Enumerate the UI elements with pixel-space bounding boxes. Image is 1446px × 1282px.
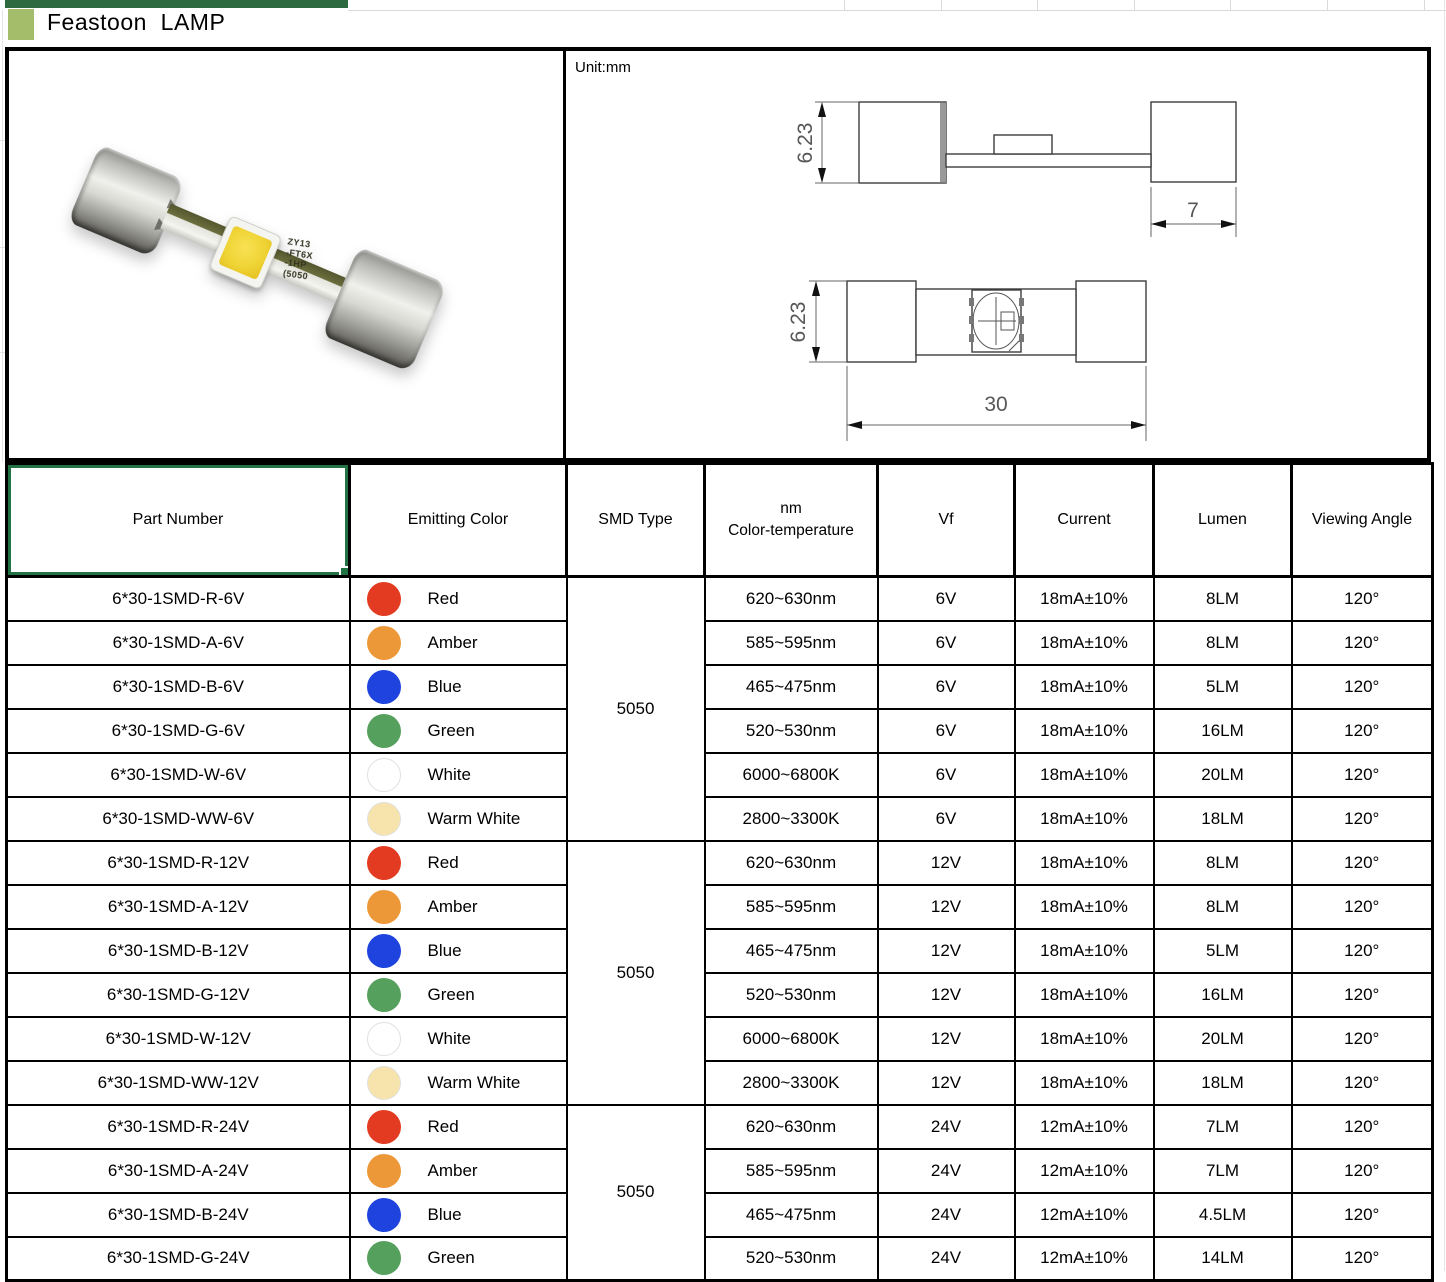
- vf-cell[interactable]: 24V: [878, 1149, 1015, 1193]
- part-number-cell[interactable]: 6*30-1SMD-B-12V: [7, 929, 350, 973]
- color-name-label: Warm White: [427, 1072, 521, 1092]
- current-cell[interactable]: 18mA±10%: [1015, 621, 1154, 665]
- header-emitting-color[interactable]: Emitting Color: [350, 464, 567, 577]
- vf-cell[interactable]: 12V: [878, 1017, 1015, 1061]
- nm-color-temperature-cell[interactable]: 2800~3300K: [705, 1061, 878, 1105]
- table-row: [7, 577, 1433, 621]
- current-cell[interactable]: 12mA±10%: [1015, 1149, 1154, 1193]
- lumen-cell[interactable]: 20LM: [1154, 1017, 1292, 1061]
- sheet-gridline: [348, 10, 1446, 11]
- table-row: [7, 709, 1433, 753]
- header-nm-color-temperature[interactable]: [705, 464, 878, 577]
- sheet-gridline: [1424, 0, 1425, 10]
- viewing-angle-cell[interactable]: 120°: [1292, 1061, 1433, 1105]
- dim-cap-height-top: 6.23: [794, 122, 817, 164]
- dim-cap-width: 7: [1187, 199, 1199, 222]
- part-number-cell[interactable]: 6*30-1SMD-WW-12V: [7, 1061, 350, 1105]
- vf-cell[interactable]: 6V: [878, 577, 1015, 621]
- lumen-cell[interactable]: 16LM: [1154, 709, 1292, 753]
- color-name-label: Blue: [427, 940, 462, 960]
- technical-drawing: [569, 51, 1427, 458]
- lumen-cell[interactable]: 16LM: [1154, 973, 1292, 1017]
- emitting-color-cell[interactable]: [350, 841, 567, 885]
- emitting-color-cell[interactable]: [350, 1061, 567, 1105]
- header-nm-line2: Color-temperature: [728, 522, 854, 539]
- viewing-angle-cell[interactable]: 120°: [1292, 621, 1433, 665]
- current-cell[interactable]: 18mA±10%: [1015, 797, 1154, 841]
- sheet-gridline: [941, 0, 942, 10]
- green-dot-icon: [367, 1241, 401, 1275]
- pcb-marking-text: [282, 236, 315, 281]
- pcb-marking-line: -1HP: [283, 257, 308, 271]
- color-name-label: Green: [427, 720, 475, 740]
- vf-cell[interactable]: 12V: [878, 841, 1015, 885]
- emitting-color-cell[interactable]: [350, 621, 567, 665]
- part-number-cell[interactable]: 6*30-1SMD-G-6V: [7, 709, 350, 753]
- table-row: [7, 753, 1433, 797]
- table-row: [7, 665, 1433, 709]
- color-name-label: Green: [427, 1248, 475, 1268]
- emitting-color-cell[interactable]: [350, 1105, 567, 1149]
- green-dot-icon: [367, 714, 401, 748]
- current-cell[interactable]: 18mA±10%: [1015, 665, 1154, 709]
- lumen-cell[interactable]: 8LM: [1154, 885, 1292, 929]
- table-row: [7, 841, 1433, 885]
- blue-dot-icon: [367, 934, 401, 968]
- part-number-cell[interactable]: 6*30-1SMD-B-6V: [7, 665, 350, 709]
- current-cell[interactable]: 18mA±10%: [1015, 929, 1154, 973]
- viewing-angle-cell[interactable]: 120°: [1292, 797, 1433, 841]
- part-number-cell[interactable]: 6*30-1SMD-B-24V: [7, 1193, 350, 1237]
- emitting-color-cell[interactable]: [350, 1193, 567, 1237]
- current-cell[interactable]: 18mA±10%: [1015, 1061, 1154, 1105]
- current-cell[interactable]: 18mA±10%: [1015, 885, 1154, 929]
- current-cell[interactable]: 18mA±10%: [1015, 841, 1154, 885]
- sheet-gridline: [1230, 0, 1231, 10]
- viewing-angle-cell[interactable]: 120°: [1292, 1017, 1433, 1061]
- color-name-label: Red: [427, 1116, 459, 1136]
- vf-cell[interactable]: 24V: [878, 1105, 1015, 1149]
- unit-label: Unit:mm: [575, 59, 631, 76]
- table-row: [7, 1017, 1433, 1061]
- lumen-cell[interactable]: 7LM: [1154, 1149, 1292, 1193]
- pcb-marking-line: (5050: [282, 267, 309, 281]
- color-name-label: Amber: [427, 1160, 478, 1180]
- sheet-top-green-bar: [5, 0, 348, 8]
- part-number-cell[interactable]: 6*30-1SMD-WW-6V: [7, 797, 350, 841]
- smd-type-cell[interactable]: 5050: [567, 1105, 705, 1281]
- emitting-color-cell[interactable]: [350, 753, 567, 797]
- title-cell-icon: [8, 9, 34, 40]
- smd-type-cell[interactable]: 5050: [567, 841, 705, 1105]
- nm-color-temperature-cell[interactable]: 465~475nm: [705, 1193, 878, 1237]
- table-row: [7, 885, 1433, 929]
- white-dot-icon: [367, 1022, 401, 1056]
- table-row: [7, 1237, 1433, 1281]
- header-smd-type[interactable]: SMD Type: [567, 464, 705, 577]
- bulb-right-cap: [321, 246, 447, 372]
- nm-color-temperature-cell[interactable]: 620~630nm: [705, 1105, 878, 1149]
- vf-cell[interactable]: 6V: [878, 665, 1015, 709]
- header-lumen[interactable]: Lumen: [1154, 464, 1292, 577]
- current-cell[interactable]: 12mA±10%: [1015, 1193, 1154, 1237]
- viewing-angle-cell[interactable]: 120°: [1292, 753, 1433, 797]
- nm-color-temperature-cell[interactable]: 620~630nm: [705, 577, 878, 621]
- color-name-label: White: [427, 764, 471, 784]
- lumen-cell[interactable]: 5LM: [1154, 929, 1292, 973]
- nm-color-temperature-cell[interactable]: 465~475nm: [705, 665, 878, 709]
- part-number-cell[interactable]: 6*30-1SMD-W-12V: [7, 1017, 350, 1061]
- vf-cell[interactable]: 6V: [878, 753, 1015, 797]
- header-row: [7, 464, 1433, 577]
- table-row: [7, 797, 1433, 841]
- table-row: [7, 1149, 1433, 1193]
- emitting-color-cell[interactable]: [350, 665, 567, 709]
- current-cell[interactable]: 12mA±10%: [1015, 1237, 1154, 1281]
- dim-cap-height-bottom: 6.23: [787, 301, 810, 343]
- header-panels: [5, 47, 1431, 462]
- emitting-color-cell[interactable]: [350, 1149, 567, 1193]
- table-row: [7, 929, 1433, 973]
- table-row: [7, 1061, 1433, 1105]
- pcb-marking-line: ZY13: [286, 236, 312, 250]
- header-part-number[interactable]: [7, 464, 350, 577]
- part-number-cell[interactable]: 6*30-1SMD-R-6V: [7, 577, 350, 621]
- part-number-cell[interactable]: 6*30-1SMD-W-6V: [7, 753, 350, 797]
- current-cell[interactable]: 18mA±10%: [1015, 1017, 1154, 1061]
- lumen-cell[interactable]: 8LM: [1154, 577, 1292, 621]
- warm-white-dot-icon: [367, 802, 401, 836]
- header-nm-line1: nm: [780, 500, 802, 517]
- red-dot-icon: [367, 846, 401, 880]
- nm-color-temperature-cell[interactable]: 520~530nm: [705, 1237, 878, 1281]
- vf-cell[interactable]: 6V: [878, 621, 1015, 665]
- part-number-cell[interactable]: 6*30-1SMD-R-24V: [7, 1105, 350, 1149]
- header-vf[interactable]: Vf: [878, 464, 1015, 577]
- emitting-color-cell[interactable]: [350, 973, 567, 1017]
- current-cell[interactable]: 18mA±10%: [1015, 577, 1154, 621]
- lumen-cell[interactable]: 20LM: [1154, 753, 1292, 797]
- red-dot-icon: [367, 1110, 401, 1144]
- table-row: [7, 1105, 1433, 1149]
- color-name-label: Amber: [427, 632, 478, 652]
- color-name-label: Blue: [427, 676, 462, 696]
- nm-color-temperature-cell[interactable]: 585~595nm: [705, 1149, 878, 1193]
- vf-cell[interactable]: 12V: [878, 885, 1015, 929]
- led-chip: [218, 225, 273, 280]
- product-photo-panel: [9, 51, 566, 458]
- dim-total-length: 30: [984, 393, 1008, 416]
- emitting-color-cell[interactable]: [350, 577, 567, 621]
- viewing-angle-cell[interactable]: 120°: [1292, 665, 1433, 709]
- pcb-marking-line: -FT6X: [285, 246, 314, 261]
- vf-cell[interactable]: 6V: [878, 709, 1015, 753]
- viewing-angle-cell[interactable]: 120°: [1292, 1193, 1433, 1237]
- header-part-number-label: Part Number: [132, 511, 224, 528]
- viewing-angle-cell[interactable]: 120°: [1292, 929, 1433, 973]
- lumen-cell[interactable]: 14LM: [1154, 1237, 1292, 1281]
- color-name-label: Red: [427, 852, 459, 872]
- lumen-cell[interactable]: 5LM: [1154, 665, 1292, 709]
- table-row: [7, 973, 1433, 1017]
- dimension-drawing-panel: [569, 51, 1427, 458]
- amber-dot-icon: [367, 626, 401, 660]
- viewing-angle-cell[interactable]: 120°: [1292, 577, 1433, 621]
- blue-dot-icon: [367, 670, 401, 704]
- color-name-label: Amber: [427, 896, 478, 916]
- warm-white-dot-icon: [367, 1066, 401, 1100]
- emitting-color-cell[interactable]: [350, 929, 567, 973]
- current-cell[interactable]: 18mA±10%: [1015, 973, 1154, 1017]
- red-dot-icon: [367, 582, 401, 616]
- header-current[interactable]: Current: [1015, 464, 1154, 577]
- part-number-cell[interactable]: 6*30-1SMD-A-6V: [7, 621, 350, 665]
- lumen-cell[interactable]: 18LM: [1154, 1061, 1292, 1105]
- emitting-color-cell[interactable]: [350, 885, 567, 929]
- color-name-label: Warm White: [427, 808, 521, 828]
- nm-color-temperature-cell[interactable]: 585~595nm: [705, 621, 878, 665]
- part-number-cell[interactable]: 6*30-1SMD-G-24V: [7, 1237, 350, 1281]
- amber-dot-icon: [367, 1154, 401, 1188]
- blue-dot-icon: [367, 1198, 401, 1232]
- spec-table: [5, 462, 1434, 1282]
- emitting-color-cell[interactable]: [350, 1017, 567, 1061]
- nm-color-temperature-cell[interactable]: 520~530nm: [705, 709, 878, 753]
- vf-cell[interactable]: 6V: [878, 797, 1015, 841]
- current-cell[interactable]: 18mA±10%: [1015, 709, 1154, 753]
- nm-color-temperature-cell[interactable]: 620~630nm: [705, 841, 878, 885]
- green-dot-icon: [367, 978, 401, 1012]
- color-name-label: Blue: [427, 1204, 462, 1224]
- table-row: [7, 1193, 1433, 1237]
- selection-fill-handle[interactable]: [339, 566, 350, 577]
- lumen-cell[interactable]: 8LM: [1154, 841, 1292, 885]
- emitting-color-cell[interactable]: [350, 797, 567, 841]
- bulb-left-cap: [67, 144, 185, 257]
- sheet-gridline: [2, 10, 3, 462]
- viewing-angle-cell[interactable]: 120°: [1292, 1149, 1433, 1193]
- current-cell[interactable]: 12mA±10%: [1015, 1105, 1154, 1149]
- amber-dot-icon: [367, 890, 401, 924]
- vf-cell[interactable]: 24V: [878, 1237, 1015, 1281]
- sheet-gridline: [844, 0, 845, 10]
- nm-color-temperature-cell[interactable]: 6000~6800K: [705, 753, 878, 797]
- smd-type-cell[interactable]: 5050: [567, 577, 705, 841]
- part-number-cell[interactable]: 6*30-1SMD-A-12V: [7, 885, 350, 929]
- viewing-angle-cell[interactable]: 120°: [1292, 841, 1433, 885]
- viewing-angle-cell[interactable]: 120°: [1292, 973, 1433, 1017]
- viewing-angle-cell[interactable]: 120°: [1292, 1237, 1433, 1281]
- emitting-color-cell[interactable]: [350, 1237, 567, 1281]
- nm-color-temperature-cell[interactable]: 6000~6800K: [705, 1017, 878, 1061]
- lumen-cell[interactable]: 18LM: [1154, 797, 1292, 841]
- nm-color-temperature-cell[interactable]: 2800~3300K: [705, 797, 878, 841]
- vf-cell[interactable]: 12V: [878, 929, 1015, 973]
- page-title: Feastoon LAMP: [47, 9, 226, 35]
- color-name-label: White: [427, 1028, 471, 1048]
- header-viewing-angle[interactable]: Viewing Angle: [1292, 464, 1433, 577]
- viewing-angle-cell[interactable]: 120°: [1292, 885, 1433, 929]
- part-number-cell[interactable]: 6*30-1SMD-R-12V: [7, 841, 350, 885]
- lumen-cell[interactable]: 7LM: [1154, 1105, 1292, 1149]
- emitting-color-cell[interactable]: [350, 709, 567, 753]
- nm-color-temperature-cell[interactable]: 585~595nm: [705, 885, 878, 929]
- part-number-cell[interactable]: 6*30-1SMD-G-12V: [7, 973, 350, 1017]
- sheet-gridline: [1037, 0, 1038, 10]
- sheet-gridline: [1327, 0, 1328, 10]
- table-row: [7, 621, 1433, 665]
- lumen-cell[interactable]: 8LM: [1154, 621, 1292, 665]
- color-name-label: Red: [427, 588, 459, 608]
- vf-cell[interactable]: 12V: [878, 973, 1015, 1017]
- vf-cell[interactable]: 24V: [878, 1193, 1015, 1237]
- current-cell[interactable]: 18mA±10%: [1015, 753, 1154, 797]
- nm-color-temperature-cell[interactable]: 520~530nm: [705, 973, 878, 1017]
- festoon-bulb-photo: [65, 138, 448, 374]
- vf-cell[interactable]: 12V: [878, 1061, 1015, 1105]
- color-name-label: Green: [427, 984, 475, 1004]
- white-dot-icon: [367, 758, 401, 792]
- lumen-cell[interactable]: 4.5LM: [1154, 1193, 1292, 1237]
- sheet-gridline: [1444, 0, 1445, 1271]
- part-number-cell[interactable]: 6*30-1SMD-A-24V: [7, 1149, 350, 1193]
- viewing-angle-cell[interactable]: 120°: [1292, 1105, 1433, 1149]
- viewing-angle-cell[interactable]: 120°: [1292, 709, 1433, 753]
- sheet-gridline: [1134, 0, 1135, 10]
- nm-color-temperature-cell[interactable]: 465~475nm: [705, 929, 878, 973]
